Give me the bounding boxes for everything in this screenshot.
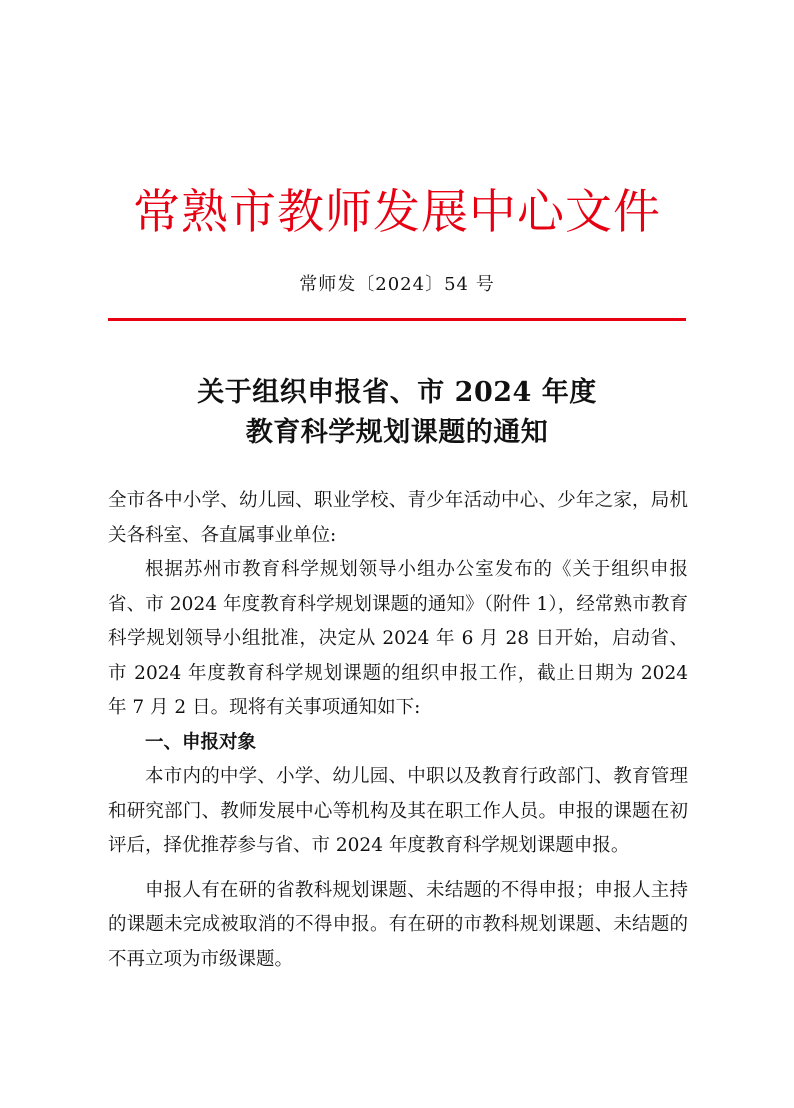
document-header-title: 常熟市教师发展中心文件: [133, 185, 661, 240]
intro-paragraph: 根据苏州市教育科学规划领导小组办公室发布的《关于组织申报省、市 2024 年度教育科学规划课题的通知》（附件 1），经常熟市教育科学规划领导小组批准，决定从 2024 年 6 月 28 日开始，启动省、市 2024 年度教育科学规划课题的组织申报工作，截止日期为 2024 年 7 月 2 日。现将有关事项通知如下:: [108, 559, 688, 718]
recipients-paragraph: 全市各中小学、幼儿园、职业学校、青少年活动中心、少年之家，局机关各科室、各直属事业单位:: [108, 490, 688, 546]
red-divider-line: [108, 318, 686, 321]
section-1-heading: 一、申报对象: [145, 731, 257, 753]
document-number: 常师发〔2024〕54 号: [299, 274, 495, 295]
notice-body: [108, 484, 688, 977]
section-1-paragraph-1: 本市内的中学、小学、幼儿园、中职以及教育行政部门、教育管理和研究部门、教师发展中心等机构及其在职工作人员。申报的课题在初评后，择优推荐参与省、市 2024 年度教育科学规划课题申报。: [108, 766, 688, 856]
section-1-paragraph-2: 申报人有在研的省教科规划课题、未结题的不得申报；申报人主持的课题未完成被取消的不得申报。有在研的市教科规划课题、未结题的不再立项为市级课题。: [108, 879, 688, 970]
notice-title: [0, 373, 794, 453]
notice-title-line-2: 教育科学规划课题的通知: [245, 417, 549, 448]
notice-title-line-1: 关于组织申报省、市 2024 年度: [197, 377, 597, 408]
